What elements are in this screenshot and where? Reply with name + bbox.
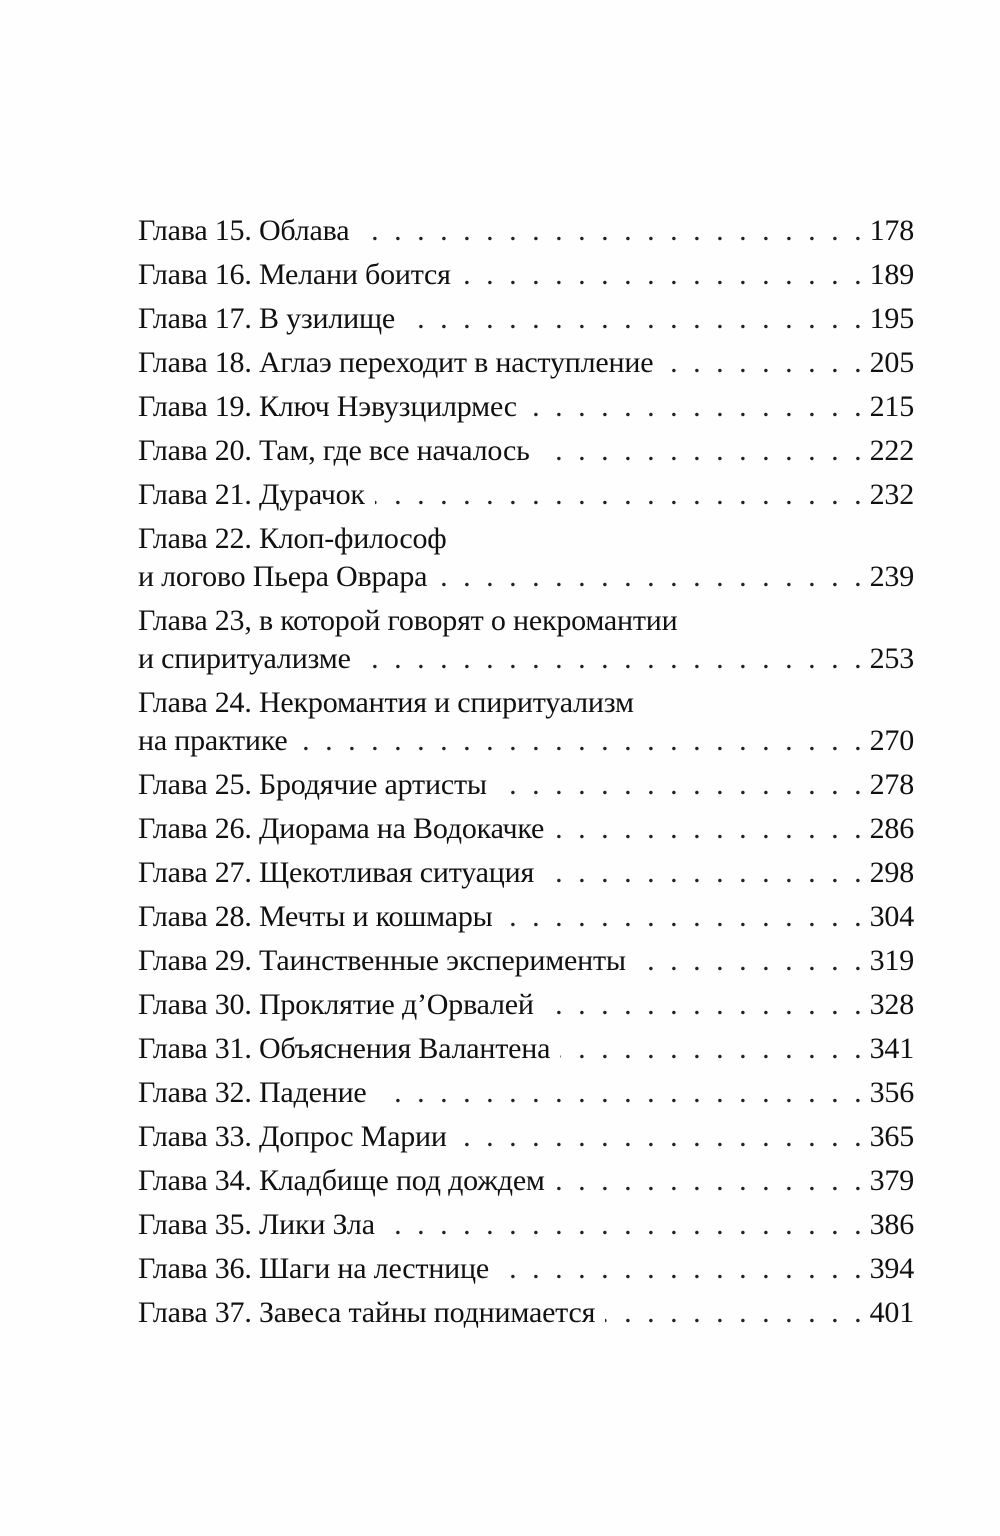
chapter-title: Глава 33. Допрос Марии — [138, 1120, 447, 1153]
toc-entry[interactable] — [138, 684, 914, 760]
toc-entry-line — [138, 1162, 914, 1200]
page-number: 215 — [869, 390, 914, 423]
chapter-title: Глава 36. Шаги на лестнице — [138, 1252, 490, 1285]
toc-entry[interactable] — [138, 1250, 914, 1288]
page-number: 356 — [869, 1076, 914, 1109]
page-number: 253 — [869, 642, 914, 675]
chapter-title: Глава 18. Аглаэ переходит в наступление — [138, 346, 654, 379]
chapter-title: Глава 22. Клоп-философ — [138, 522, 447, 555]
dot-leader — [359, 212, 865, 250]
dot-leader — [361, 640, 866, 678]
page-number: 239 — [869, 560, 914, 593]
chapter-title: Глава 23, в которой говорят о некромантии — [138, 604, 678, 637]
page-number: 379 — [869, 1164, 914, 1197]
chapter-title: Глава 26. Диорама на Водокачке — [138, 812, 545, 845]
toc-entry[interactable] — [138, 898, 914, 936]
page-number: 195 — [869, 302, 914, 335]
dot-leader — [636, 942, 866, 980]
toc-entry-line — [138, 640, 914, 678]
page-number: 278 — [869, 768, 914, 801]
dot-leader — [298, 722, 866, 760]
page-number: 304 — [869, 900, 914, 933]
dot-leader — [503, 898, 866, 936]
toc-entry-line — [138, 1250, 914, 1288]
chapter-title: Глава 27. Щекотливая ситуация — [138, 856, 535, 889]
toc-entry-line — [138, 684, 914, 722]
table-of-contents — [138, 212, 914, 1338]
toc-entry-line — [138, 558, 914, 596]
chapter-title: Глава 31. Объяснения Валантена — [138, 1032, 551, 1065]
toc-entry-line — [138, 810, 914, 848]
chapter-title: Глава 25. Бродячие артисты — [138, 768, 487, 801]
chapter-title: Глава 20. Там, где все началось — [138, 434, 530, 467]
dot-leader — [375, 476, 866, 514]
page-number: 286 — [869, 812, 914, 845]
toc-entry[interactable] — [138, 1118, 914, 1156]
toc-entry-line — [138, 854, 914, 892]
chapter-title: Глава 30. Проклятие д’Орвалей — [138, 988, 534, 1021]
page-number: 319 — [869, 944, 914, 977]
dot-leader — [605, 1294, 865, 1332]
toc-entry-line — [138, 1030, 914, 1068]
chapter-title: Глава 21. Дурачок — [138, 478, 365, 511]
toc-entry-line — [138, 476, 914, 514]
chapter-title: Глава 16. Мелани боится — [138, 258, 451, 291]
dot-leader — [544, 854, 866, 892]
chapter-title: на практике — [138, 724, 288, 757]
toc-entry[interactable] — [138, 602, 914, 678]
toc-entry-line — [138, 986, 914, 1024]
dot-leader — [377, 1074, 866, 1112]
chapter-title: Глава 37. Завеса тайны поднимается — [138, 1296, 596, 1329]
toc-entry[interactable] — [138, 300, 914, 338]
toc-entry[interactable] — [138, 766, 914, 804]
toc-entry[interactable] — [138, 1294, 914, 1332]
toc-entry-line — [138, 1118, 914, 1156]
page-number: 341 — [869, 1032, 914, 1065]
toc-entry[interactable] — [138, 388, 914, 426]
toc-entry[interactable] — [138, 476, 914, 514]
toc-entry[interactable] — [138, 1206, 914, 1244]
page-number: 298 — [869, 856, 914, 889]
toc-entry-line — [138, 1294, 914, 1332]
dot-leader — [555, 1162, 866, 1200]
toc-entry-line — [138, 1206, 914, 1244]
chapter-title: Глава 29. Таинственные эксперименты — [138, 944, 626, 977]
dot-leader — [457, 1118, 866, 1156]
page-number: 394 — [869, 1252, 914, 1285]
dot-leader — [560, 1030, 865, 1068]
dot-leader — [544, 986, 866, 1024]
chapter-title: Глава 34. Кладбище под дождем — [138, 1164, 545, 1197]
page-number: 401 — [869, 1296, 914, 1329]
dot-leader — [405, 300, 866, 338]
page-number: 222 — [869, 434, 914, 467]
dot-leader — [385, 1206, 866, 1244]
toc-entry[interactable] — [138, 986, 914, 1024]
page-number: 189 — [869, 258, 914, 291]
toc-entry-line — [138, 1074, 914, 1112]
toc-entry[interactable] — [138, 942, 914, 980]
toc-entry[interactable] — [138, 256, 914, 294]
toc-entry-line — [138, 766, 914, 804]
toc-entry-line — [138, 722, 914, 760]
toc-entry[interactable] — [138, 1074, 914, 1112]
chapter-title: и логово Пьера Оврара — [138, 560, 428, 593]
page-number: 365 — [869, 1120, 914, 1153]
toc-entry-line — [138, 344, 914, 382]
page-number: 232 — [869, 478, 914, 511]
chapter-title: Глава 19. Ключ Нэвузцилрмес — [138, 390, 517, 423]
page-number: 205 — [869, 346, 914, 379]
toc-entry[interactable] — [138, 1030, 914, 1068]
toc-entry[interactable] — [138, 1162, 914, 1200]
page-number: 178 — [869, 214, 914, 247]
toc-entry-line — [138, 520, 914, 558]
dot-leader — [554, 810, 865, 848]
toc-entry-line — [138, 432, 914, 470]
toc-entry-line — [138, 212, 914, 250]
chapter-title: Глава 28. Мечты и кошмары — [138, 900, 493, 933]
chapter-title: Глава 32. Падение — [138, 1076, 367, 1109]
toc-entry-line — [138, 300, 914, 338]
dot-leader — [540, 432, 866, 470]
toc-entry[interactable] — [138, 432, 914, 470]
chapter-title: Глава 17. В узилище — [138, 302, 396, 335]
chapter-title: и спиритуализме — [138, 642, 351, 675]
dot-leader — [437, 558, 865, 596]
dot-leader — [499, 1250, 866, 1288]
chapter-title: Глава 15. Облава — [138, 214, 350, 247]
dot-leader — [663, 344, 865, 382]
page-number: 386 — [869, 1208, 914, 1241]
toc-entry-line — [138, 602, 914, 640]
dot-leader — [461, 256, 866, 294]
toc-entry[interactable] — [138, 854, 914, 892]
toc-entry[interactable] — [138, 344, 914, 382]
toc-entry-line — [138, 942, 914, 980]
dot-leader — [527, 388, 866, 426]
toc-entry-line — [138, 898, 914, 936]
page-number: 270 — [869, 724, 914, 757]
dot-leader — [497, 766, 866, 804]
page-number: 328 — [869, 988, 914, 1021]
chapter-title: Глава 24. Некромантия и спиритуализм — [138, 686, 634, 719]
chapter-title: Глава 35. Лики Зла — [138, 1208, 375, 1241]
toc-entry[interactable] — [138, 212, 914, 250]
toc-entry-line — [138, 256, 914, 294]
toc-entry[interactable] — [138, 810, 914, 848]
toc-entry-line — [138, 388, 914, 426]
toc-entry[interactable] — [138, 520, 914, 596]
